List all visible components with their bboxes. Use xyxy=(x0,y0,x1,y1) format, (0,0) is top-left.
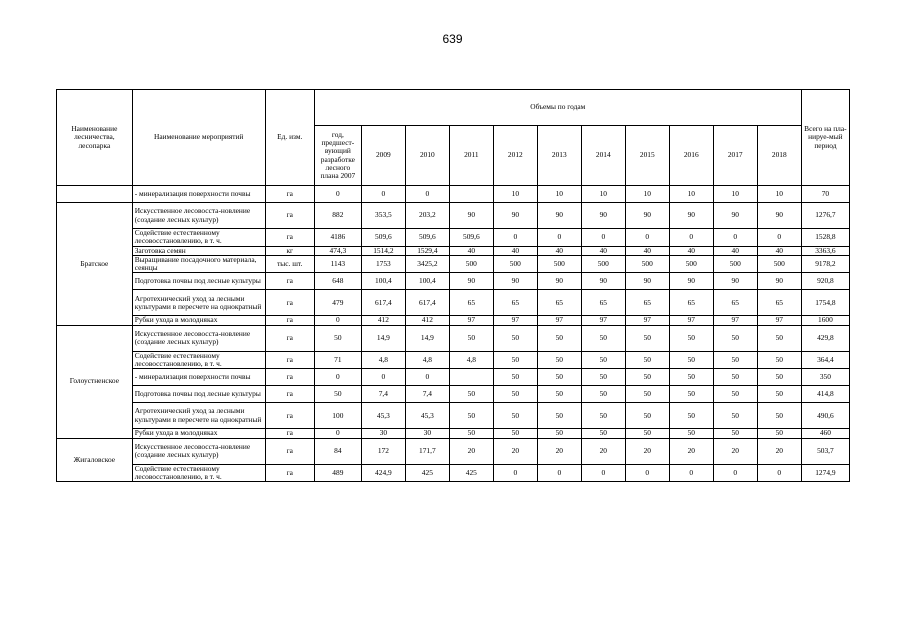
forestry-plan-table xyxy=(56,89,850,482)
year-value-cell: 97 xyxy=(449,316,493,325)
year-value-cell: 1514,2 xyxy=(361,246,405,255)
year-value-cell: 40 xyxy=(581,246,625,255)
year-value-cell: 20 xyxy=(449,438,493,464)
year-value-cell: 90 xyxy=(625,203,669,229)
year-value-cell: 50 xyxy=(449,325,493,351)
year-value-cell: 0 xyxy=(537,229,581,247)
year-value-cell: 40 xyxy=(625,246,669,255)
year-value-cell: 50 xyxy=(581,403,625,429)
year-value-cell: 50 xyxy=(493,351,537,369)
header-year: 2013 xyxy=(537,126,581,186)
year-value-cell: 97 xyxy=(625,316,669,325)
year-value-cell: 65 xyxy=(713,290,757,316)
total-value-cell: 9178,2 xyxy=(801,255,849,273)
year-value-cell: 500 xyxy=(713,255,757,273)
year-value-cell: 10 xyxy=(537,186,581,203)
total-value-cell: 1276,7 xyxy=(801,203,849,229)
year-value-cell: 65 xyxy=(581,290,625,316)
year-value-cell: 50 xyxy=(581,351,625,369)
total-value-cell: 1274,9 xyxy=(801,464,849,482)
year-value-cell: 500 xyxy=(537,255,581,273)
year-value-cell: 500 xyxy=(449,255,493,273)
year-value-cell: 0 xyxy=(537,464,581,482)
table-row xyxy=(57,246,850,255)
activity-name: Подготовка почвы под лесные культуры xyxy=(132,273,265,290)
year-value-cell: 50 xyxy=(757,429,801,438)
total-value-cell: 350 xyxy=(801,369,849,386)
page-number: 639 xyxy=(442,32,463,46)
header-unit: Ед. изм. xyxy=(265,90,314,186)
year-value-cell: 50 xyxy=(669,351,713,369)
year-value-cell: 10 xyxy=(757,186,801,203)
year-value-cell: 50 xyxy=(625,429,669,438)
activity-name: Рубки ухода в молодняках xyxy=(132,429,265,438)
previous-value-cell: 0 xyxy=(314,316,361,325)
year-value-cell: 50 xyxy=(757,325,801,351)
year-value-cell: 90 xyxy=(581,203,625,229)
unit-cell: га xyxy=(265,186,314,203)
year-value-cell: 20 xyxy=(757,438,801,464)
activity-name: Агротехнический уход за лесными культурами в пересчете на однократный xyxy=(132,290,265,316)
year-value-cell: 90 xyxy=(669,273,713,290)
year-value-cell: 90 xyxy=(757,273,801,290)
year-value-cell: 90 xyxy=(537,273,581,290)
year-value-cell: 90 xyxy=(537,203,581,229)
year-value-cell: 4,8 xyxy=(361,351,405,369)
year-value-cell: 40 xyxy=(713,246,757,255)
year-value-cell: 65 xyxy=(537,290,581,316)
year-value-cell: 97 xyxy=(493,316,537,325)
total-value-cell: 364,4 xyxy=(801,351,849,369)
year-value-cell: 45,3 xyxy=(361,403,405,429)
year-value-cell: 0 xyxy=(493,229,537,247)
year-value-cell: 65 xyxy=(449,290,493,316)
year-value-cell: 50 xyxy=(625,369,669,386)
unit-cell: га xyxy=(265,403,314,429)
year-value-cell: 50 xyxy=(713,325,757,351)
year-value-cell: 0 xyxy=(669,229,713,247)
year-value-cell: 0 xyxy=(625,229,669,247)
year-value-cell: 50 xyxy=(757,403,801,429)
previous-value-cell: 882 xyxy=(314,203,361,229)
activity-name: Содействие естественному лесовосстановлению, в т. ч. xyxy=(132,351,265,369)
year-value-cell: 30 xyxy=(361,429,405,438)
year-value-cell: 14,9 xyxy=(405,325,449,351)
activity-name: Заготовка семян xyxy=(132,246,265,255)
previous-value-cell: 4186 xyxy=(314,229,361,247)
header-year: 2009 xyxy=(361,126,405,186)
year-value-cell: 10 xyxy=(713,186,757,203)
year-value-cell: 20 xyxy=(581,438,625,464)
year-value-cell: 0 xyxy=(713,229,757,247)
year-value-cell: 500 xyxy=(625,255,669,273)
year-value-cell: 0 xyxy=(405,369,449,386)
year-value-cell: 90 xyxy=(581,273,625,290)
activity-name: Содействие естественному лесовосстановлению, в т. ч. xyxy=(132,464,265,482)
previous-value-cell: 71 xyxy=(314,351,361,369)
year-value-cell: 90 xyxy=(669,203,713,229)
unit-cell: га xyxy=(265,351,314,369)
activity-name: Рубки ухода в молодняках xyxy=(132,316,265,325)
year-value-cell: 50 xyxy=(713,369,757,386)
year-value-cell: 50 xyxy=(537,351,581,369)
previous-value-cell: 0 xyxy=(314,186,361,203)
year-value-cell: 50 xyxy=(449,403,493,429)
year-value-cell: 45,3 xyxy=(405,403,449,429)
year-value-cell: 50 xyxy=(625,386,669,403)
year-value-cell: 50 xyxy=(757,351,801,369)
year-value-cell: 10 xyxy=(581,186,625,203)
year-value-cell: 20 xyxy=(537,438,581,464)
year-value-cell: 617,4 xyxy=(405,290,449,316)
year-value-cell: 509,6 xyxy=(405,229,449,247)
year-value-cell: 425 xyxy=(449,464,493,482)
year-value-cell: 50 xyxy=(449,429,493,438)
total-value-cell: 429,8 xyxy=(801,325,849,351)
year-value-cell: 0 xyxy=(361,369,405,386)
header-activity: Наименование мероприятий xyxy=(132,90,265,186)
activity-name: Агротехнический уход за лесными культурами в пересчете на однократный xyxy=(132,403,265,429)
year-value-cell: 65 xyxy=(625,290,669,316)
year-value-cell: 0 xyxy=(625,464,669,482)
header-year: 2011 xyxy=(449,126,493,186)
previous-value-cell: 0 xyxy=(314,369,361,386)
year-value-cell: 50 xyxy=(669,429,713,438)
total-value-cell: 1754,8 xyxy=(801,290,849,316)
year-value-cell: 97 xyxy=(669,316,713,325)
table-row xyxy=(57,386,850,403)
activity-name: Искусственное лесовосста-новление (создание лесных культур) xyxy=(132,203,265,229)
year-value-cell: 50 xyxy=(625,403,669,429)
year-value-cell: 50 xyxy=(537,325,581,351)
year-value-cell: 50 xyxy=(713,386,757,403)
year-value-cell: 30 xyxy=(405,429,449,438)
table-row xyxy=(57,186,850,203)
year-value-cell: 40 xyxy=(449,246,493,255)
header-year: 2018 xyxy=(757,126,801,186)
year-value-cell: 50 xyxy=(669,386,713,403)
unit-cell: га xyxy=(265,316,314,325)
year-value-cell: 0 xyxy=(405,186,449,203)
year-value-cell: 50 xyxy=(493,325,537,351)
year-value-cell: 90 xyxy=(449,273,493,290)
unit-cell: га xyxy=(265,464,314,482)
year-value-cell: 509,6 xyxy=(449,229,493,247)
year-value-cell: 412 xyxy=(405,316,449,325)
year-value-cell: 0 xyxy=(757,464,801,482)
table-row xyxy=(57,429,850,438)
total-value-cell: 920,8 xyxy=(801,273,849,290)
year-value-cell: 0 xyxy=(669,464,713,482)
year-value-cell: 100,4 xyxy=(361,273,405,290)
header-year: 2015 xyxy=(625,126,669,186)
year-value-cell: 412 xyxy=(361,316,405,325)
year-value-cell: 40 xyxy=(537,246,581,255)
table-row xyxy=(57,403,850,429)
year-value-cell: 353,5 xyxy=(361,203,405,229)
total-value-cell: 70 xyxy=(801,186,849,203)
table-row xyxy=(57,464,850,482)
year-value-cell: 10 xyxy=(669,186,713,203)
total-value-cell: 503,7 xyxy=(801,438,849,464)
header-year: 2016 xyxy=(669,126,713,186)
year-value-cell: 50 xyxy=(537,369,581,386)
year-value-cell: 90 xyxy=(757,203,801,229)
year-value-cell: 97 xyxy=(537,316,581,325)
previous-value-cell: 1143 xyxy=(314,255,361,273)
activity-name: Искусственное лесовосста-новление (создание лесных культур) xyxy=(132,438,265,464)
year-value-cell: 500 xyxy=(581,255,625,273)
year-value-cell: 20 xyxy=(713,438,757,464)
forestry-name xyxy=(57,186,133,203)
year-value-cell: 50 xyxy=(713,351,757,369)
year-value-cell: 40 xyxy=(757,246,801,255)
previous-value-cell: 100 xyxy=(314,403,361,429)
table-row xyxy=(57,273,850,290)
year-value-cell: 50 xyxy=(713,429,757,438)
activity-name: - минерализация поверхности почвы xyxy=(132,186,265,203)
year-value-cell: 50 xyxy=(493,403,537,429)
year-value-cell: 97 xyxy=(581,316,625,325)
activity-name: Подготовка почвы под лесные культуры xyxy=(132,386,265,403)
table-row xyxy=(57,290,850,316)
previous-value-cell: 84 xyxy=(314,438,361,464)
header-previous-plan: год, предшест-вующий разработке лесного плана 2007 xyxy=(314,126,361,186)
year-value-cell: 50 xyxy=(493,429,537,438)
year-value-cell: 0 xyxy=(581,464,625,482)
table-row xyxy=(57,438,850,464)
header-volumes: Объемы по годам xyxy=(314,90,801,126)
year-value-cell: 203,2 xyxy=(405,203,449,229)
year-value-cell: 50 xyxy=(669,403,713,429)
year-value-cell: 50 xyxy=(537,403,581,429)
activity-name: - минерализация поверхности почвы xyxy=(132,369,265,386)
forestry-name: Голоустненское xyxy=(57,325,133,438)
year-value-cell: 97 xyxy=(757,316,801,325)
total-value-cell: 3363,6 xyxy=(801,246,849,255)
year-value-cell: 100,4 xyxy=(405,273,449,290)
header-forestry: Наименование лесничества, лесопарка xyxy=(57,90,133,186)
year-value-cell: 50 xyxy=(493,369,537,386)
year-value-cell: 500 xyxy=(493,255,537,273)
year-value-cell: 65 xyxy=(757,290,801,316)
year-value-cell: 424,9 xyxy=(361,464,405,482)
year-value-cell: 500 xyxy=(757,255,801,273)
year-value-cell: 50 xyxy=(669,369,713,386)
previous-value-cell: 50 xyxy=(314,325,361,351)
unit-cell: кг xyxy=(265,246,314,255)
year-value-cell: 0 xyxy=(361,186,405,203)
unit-cell: га xyxy=(265,369,314,386)
year-value-cell: 50 xyxy=(537,429,581,438)
year-value-cell: 90 xyxy=(713,273,757,290)
year-value-cell: 1753 xyxy=(361,255,405,273)
year-value-cell: 90 xyxy=(449,203,493,229)
year-value-cell: 7,4 xyxy=(361,386,405,403)
year-value-cell: 10 xyxy=(625,186,669,203)
total-value-cell: 460 xyxy=(801,429,849,438)
previous-value-cell: 479 xyxy=(314,290,361,316)
year-value-cell: 171,7 xyxy=(405,438,449,464)
header-year: 2014 xyxy=(581,126,625,186)
table-row xyxy=(57,325,850,351)
previous-value-cell: 489 xyxy=(314,464,361,482)
header-year: 2012 xyxy=(493,126,537,186)
unit-cell: га xyxy=(265,429,314,438)
year-value-cell: 509,6 xyxy=(361,229,405,247)
year-value-cell: 90 xyxy=(713,203,757,229)
table-row xyxy=(57,229,850,247)
year-value-cell: 50 xyxy=(625,351,669,369)
table-row xyxy=(57,316,850,325)
unit-cell: тыс. шт. xyxy=(265,255,314,273)
activity-name: Содействие естественному лесовосстановлению, в т. ч. xyxy=(132,229,265,247)
total-value-cell: 490,6 xyxy=(801,403,849,429)
year-value-cell xyxy=(449,369,493,386)
header-year: 2010 xyxy=(405,126,449,186)
year-value-cell: 50 xyxy=(713,403,757,429)
year-value-cell: 97 xyxy=(713,316,757,325)
header-year: 2017 xyxy=(713,126,757,186)
year-value-cell: 4,8 xyxy=(405,351,449,369)
year-value-cell: 500 xyxy=(669,255,713,273)
year-value-cell: 40 xyxy=(669,246,713,255)
previous-value-cell: 50 xyxy=(314,386,361,403)
previous-value-cell: 0 xyxy=(314,429,361,438)
unit-cell: га xyxy=(265,325,314,351)
year-value-cell: 50 xyxy=(581,325,625,351)
unit-cell: га xyxy=(265,438,314,464)
year-value-cell: 0 xyxy=(493,464,537,482)
year-value-cell: 50 xyxy=(757,369,801,386)
year-value-cell: 50 xyxy=(581,369,625,386)
year-value-cell: 425 xyxy=(405,464,449,482)
table-row xyxy=(57,203,850,229)
header-total: Всего на пла-нируе-мый период xyxy=(801,90,849,186)
year-value-cell: 10 xyxy=(493,186,537,203)
activity-name: Искусственное лесовосста-новление (создание лесных культур) xyxy=(132,325,265,351)
year-value-cell: 172 xyxy=(361,438,405,464)
unit-cell: га xyxy=(265,290,314,316)
year-value-cell: 50 xyxy=(493,386,537,403)
year-value-cell: 50 xyxy=(449,386,493,403)
year-value-cell: 1529,4 xyxy=(405,246,449,255)
year-value-cell: 0 xyxy=(713,464,757,482)
year-value-cell: 50 xyxy=(669,325,713,351)
year-value-cell: 65 xyxy=(669,290,713,316)
year-value-cell: 50 xyxy=(581,386,625,403)
year-value-cell: 40 xyxy=(493,246,537,255)
year-value-cell: 0 xyxy=(757,229,801,247)
year-value-cell: 20 xyxy=(493,438,537,464)
year-value-cell xyxy=(449,186,493,203)
year-value-cell: 90 xyxy=(493,203,537,229)
total-value-cell: 414,8 xyxy=(801,386,849,403)
year-value-cell: 14,9 xyxy=(361,325,405,351)
previous-value-cell: 648 xyxy=(314,273,361,290)
unit-cell: га xyxy=(265,229,314,247)
year-value-cell: 50 xyxy=(581,429,625,438)
forestry-name: Жигаловское xyxy=(57,438,133,482)
year-value-cell: 20 xyxy=(625,438,669,464)
total-value-cell: 1600 xyxy=(801,316,849,325)
year-value-cell: 20 xyxy=(669,438,713,464)
table-body xyxy=(57,186,850,482)
year-value-cell: 90 xyxy=(493,273,537,290)
year-value-cell: 0 xyxy=(581,229,625,247)
year-value-cell: 3425,2 xyxy=(405,255,449,273)
table-row xyxy=(57,351,850,369)
unit-cell: га xyxy=(265,386,314,403)
year-value-cell: 4,8 xyxy=(449,351,493,369)
year-value-cell: 65 xyxy=(493,290,537,316)
year-value-cell: 50 xyxy=(757,386,801,403)
table-row xyxy=(57,255,850,273)
year-value-cell: 50 xyxy=(537,386,581,403)
forestry-name: Братское xyxy=(57,203,133,326)
activity-name: Выращивание посадочного материала, сеянцы xyxy=(132,255,265,273)
total-value-cell: 1528,8 xyxy=(801,229,849,247)
unit-cell: га xyxy=(265,273,314,290)
year-value-cell: 50 xyxy=(625,325,669,351)
table-row xyxy=(57,369,850,386)
previous-value-cell: 474,3 xyxy=(314,246,361,255)
unit-cell: га xyxy=(265,203,314,229)
year-value-cell: 90 xyxy=(625,273,669,290)
year-value-cell: 7,4 xyxy=(405,386,449,403)
year-value-cell: 617,4 xyxy=(361,290,405,316)
